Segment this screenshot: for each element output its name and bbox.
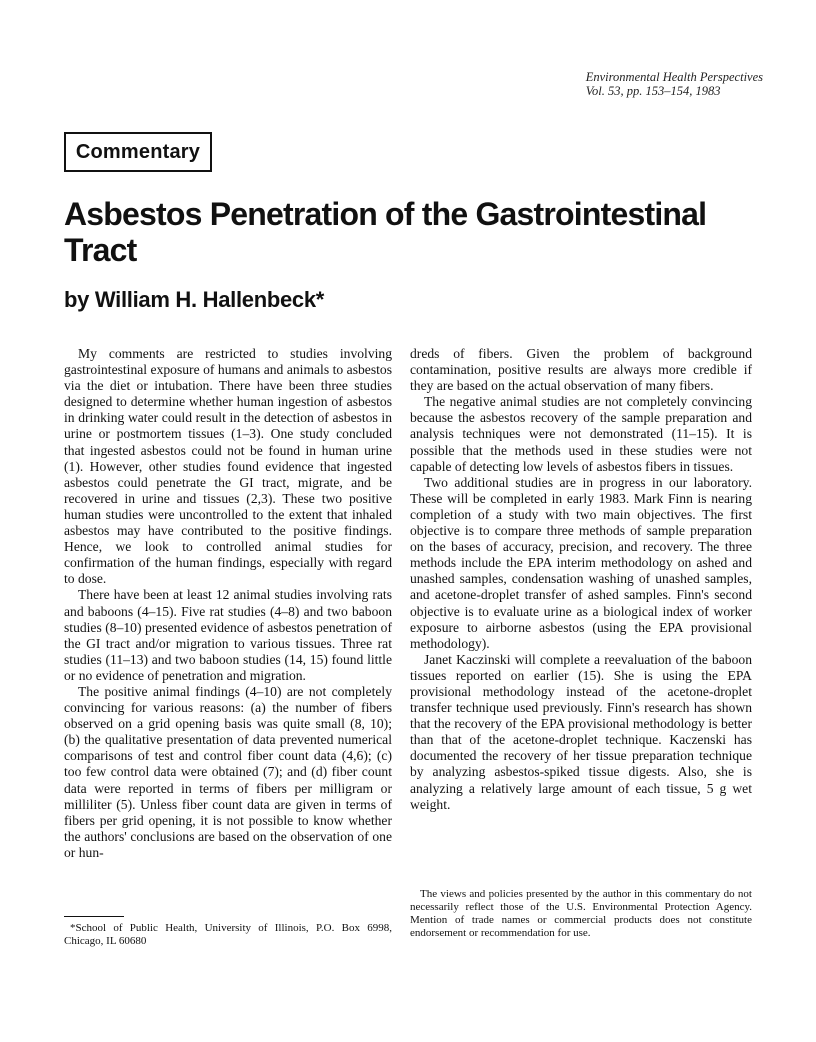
paragraph: The negative animal studies are not completely convincing because the asbestos recovery of the sample preparation and analysis techniques were not demonstrated (11–15). It is possible that the methods used in these studies were not capable of detecting low levels of asbestos fibers in tissues. bbox=[410, 394, 752, 474]
disclaimer-note: The views and policies presented by the author in this commentary do not necessarily reflect those of the U.S. Environmental Protection Agency. Mention of trade names or commercial products does not constitute endorsement or recommendation for use. bbox=[410, 888, 752, 939]
body-column-right bbox=[410, 346, 752, 813]
paragraph: Two additional studies are in progress in our laboratory. These will be completed in early 1983. Mark Finn is nearing completion of a study with two main objectives. The first objective is to compare three methods of sample preparation on the bases of accuracy, precision, and recovery. The three methods include the EPA interim methodology on ashed and unashed samples, condensation washing of unashed samples, and acetone-droplet transfer of ashed samples. Finn's second objective is to evaluate urine as a biological index of worker exposure to airborne asbestos (using the EPA provisional methodology). bbox=[410, 474, 752, 651]
journal-name: Environmental Health Perspectives bbox=[585, 70, 763, 84]
footnote-divider bbox=[64, 916, 124, 917]
journal-citation bbox=[586, 70, 763, 98]
body-column-left bbox=[64, 346, 392, 861]
journal-volume: Vol. 53, pp. 153–154, 1983 bbox=[585, 84, 721, 98]
article-title: Asbestos Penetration of the Gastrointestinal Tract bbox=[64, 196, 707, 268]
paragraph: dreds of fibers. Given the problem of background contamination, positive results are always more credible if they are based on the actual observation of many fibers. bbox=[410, 346, 752, 394]
paragraph: My comments are restricted to studies involving gastrointestinal exposure of humans and animals to asbestos via the diet or intubation. There have been three studies designed to determine whether human ingestion of asbestos in drinking water could result in the detection of asbestos in urine or postmortem tissues (1–3). One study concluded that ingested asbestos could not be found in human urine (1). However, other studies found evidence that ingested asbestos could penetrate the GI tract, migrate, and be recovered in urine and tissues (2,3). These two positive human studies were uncontrolled to the extent that inhaled asbestos may have contributed to the positive findings. Hence, we look to controlled animal studies for confirmation of the human findings, especially with regard to dose. bbox=[64, 346, 392, 587]
author-byline: by William H. Hallenbeck* bbox=[64, 287, 325, 312]
paragraph: There have been at least 12 animal studies involving rats and baboons (4–15). Five rat studies (4–8) and two baboon studies (8–10) presented evidence of asbestos penetration of the GI tract and/or migration to various tissues. Three rat studies (11–13) and two baboon studies (14, 15) found little or no evidence of penetration and migration. bbox=[64, 587, 392, 683]
paragraph: Janet Kaczinski will complete a reevaluation of the baboon tissues reported on earlier (15). She is using the EPA provisional methodology instead of the acetone-droplet transfer technique used previously. Finn's research has shown that the recovery of the EPA provisional methodology is better than that of the acetone-droplet technique. Kaczenski has documented the recovery of her tissue preparation technique by analyzing asbestos-spiked tissue digests. Also, she is analyzing a relatively large amount of each tissue, 5 g wet weight. bbox=[410, 651, 752, 812]
section-label: Commentary bbox=[64, 132, 212, 172]
paragraph: The positive animal findings (4–10) are not completely convincing for various reasons: (a) the number of fibers observed on a grid opening basis was quite small (8, 10); (b) the qualitative presentation of data prevented numerical comparisons of test and control fiber count data (4,6); (c) too few control data were obtained (7); and (d) fiber count data were reported in terms of fibers per milligram or milliliter (5). Unless fiber count data are given in terms of fibers per grid opening, it is not possible to know whether the authors' conclusions are based on the observation of one or hun- bbox=[64, 683, 392, 860]
author-affiliation-footnote: *School of Public Health, University of Illinois, P.O. Box 6998, Chicago, IL 60680 bbox=[64, 922, 392, 947]
